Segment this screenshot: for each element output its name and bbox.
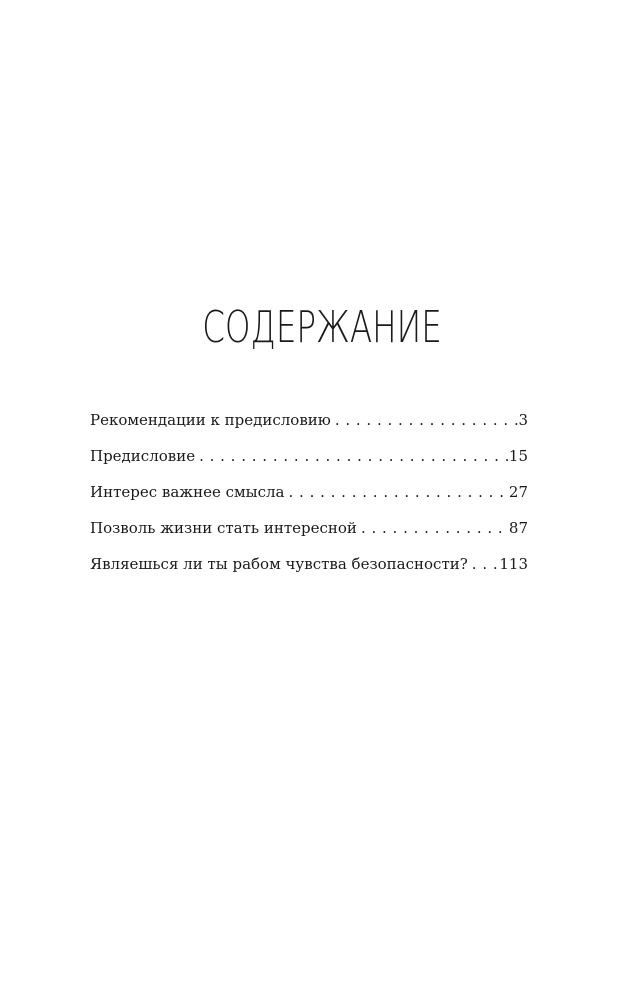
toc-dot-leader: [285, 474, 509, 510]
toc-dot-leader: [357, 510, 509, 546]
toc-entry-title: Являешься ли ты рабом чувства безопасности?: [90, 555, 468, 573]
toc-entry-page: 113: [499, 555, 528, 573]
toc-dot-leader: [195, 438, 509, 474]
toc-entry[interactable]: [90, 438, 528, 474]
toc-entry-page: 27: [508, 483, 528, 501]
toc-entry-page: 15: [508, 447, 528, 465]
toc-entry-title: Интерес важнее смысла: [90, 483, 285, 501]
page-title: СОДЕРЖАНИЕ: [202, 302, 442, 353]
toc-entry[interactable]: [90, 474, 528, 510]
toc-entry-page: 3: [518, 411, 528, 429]
toc-entry-title: Позволь жизни стать интересной: [90, 519, 357, 537]
toc-entry[interactable]: [90, 510, 528, 546]
toc-entry[interactable]: [90, 402, 528, 438]
toc-entry-page: 87: [508, 519, 528, 537]
toc-entry-title: Предисловие: [90, 447, 196, 465]
toc-dot-leader: [468, 546, 500, 582]
toc-dot-leader: [331, 402, 519, 438]
toc-entry-title: Рекомендации к предисловию: [90, 411, 331, 429]
table-of-contents: [90, 402, 528, 582]
toc-entry[interactable]: [90, 546, 528, 582]
